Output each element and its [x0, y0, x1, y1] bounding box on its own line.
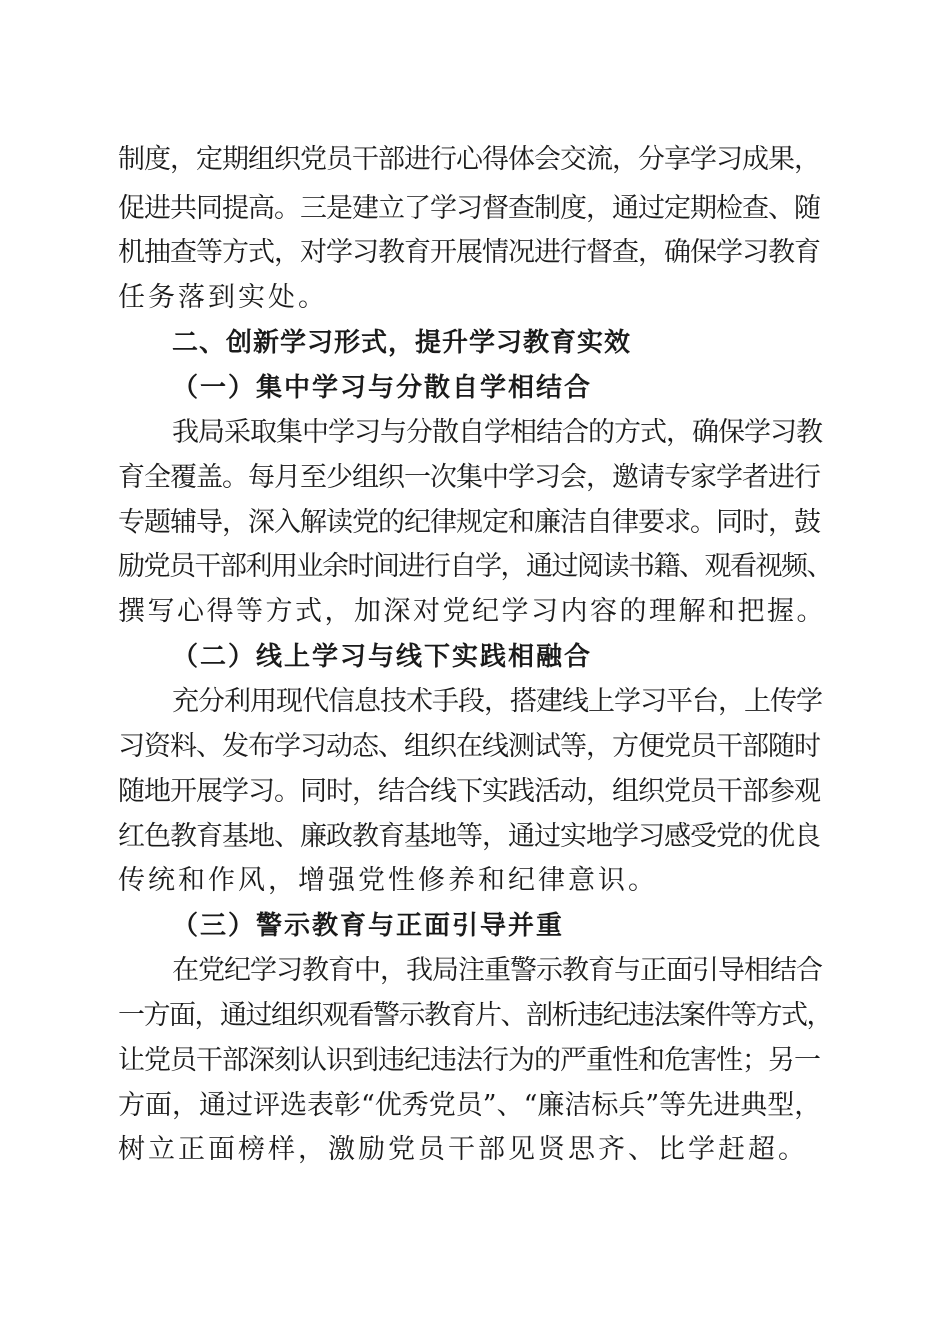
paragraph-line: 我局采取集中学习与分散自学相结合的方式，确保学习教 [172, 417, 822, 448]
paragraph-line: 传统和作风，增强党性修养和纪律意识。 [118, 865, 658, 896]
subsection-heading: （一）集中学习与分散自学相结合 [172, 373, 593, 403]
paragraph-line: 一方面，通过组织观看警示教育片、剖析违纪违法案件等方式， [118, 1000, 832, 1031]
paragraph-line: 任务落到实处。 [118, 282, 328, 313]
paragraph-line: 专题辅导，深入解读党的纪律规定和廉洁自律要求。同时，鼓 [118, 507, 820, 538]
paragraph-line: 树立正面榜样，激励党员干部见贤思齐、比学赶超。 [118, 1134, 808, 1165]
section-heading: 二、创新学习形式，提升学习教育实效 [172, 328, 632, 358]
paragraph-line: 撰写心得等方式，加深对党纪学习内容的理解和把握。 [118, 596, 826, 627]
paragraph-line: 让党员干部深刻认识到违纪违法行为的严重性和危害性；另一 [118, 1045, 820, 1076]
subsection-heading: （二）线上学习与线下实践相融合 [172, 642, 593, 672]
subsection-heading: （三）警示教育与正面引导并重 [172, 911, 565, 941]
paragraph-line: 充分利用现代信息技术手段，搭建线上学习平台，上传学 [172, 686, 822, 717]
paragraph-line: 励党员干部利用业余时间进行自学，通过阅读书籍、观看视频、 [118, 551, 832, 582]
paragraph-line: 制度，定期组织党员干部进行心得体会交流，分享学习成果， [118, 144, 820, 175]
paragraph-line: 育全覆盖。每月至少组织一次集中学习会，邀请专家学者进行 [118, 462, 820, 493]
paragraph-line: 随地开展学习。同时，结合线下实践活动，组织党员干部参观 [118, 776, 820, 807]
paragraph-line: 机抽查等方式，对学习教育开展情况进行督查，确保学习教育 [118, 237, 820, 268]
paragraph-line: 习资料、发布学习动态、组织在线测试等，方便党员干部随时 [118, 731, 820, 762]
paragraph-line: 方面，通过评选表彰“优秀党员”、“廉洁标兵”等先进典型， [118, 1090, 822, 1121]
paragraph-line: 红色教育基地、廉政教育基地等，通过实地学习感受党的优良 [118, 821, 820, 852]
paragraph-line: 促进共同提高。三是建立了学习督查制度，通过定期检查、随 [118, 193, 820, 224]
paragraph-line: 在党纪学习教育中，我局注重警示教育与正面引导相结合 [172, 955, 822, 986]
